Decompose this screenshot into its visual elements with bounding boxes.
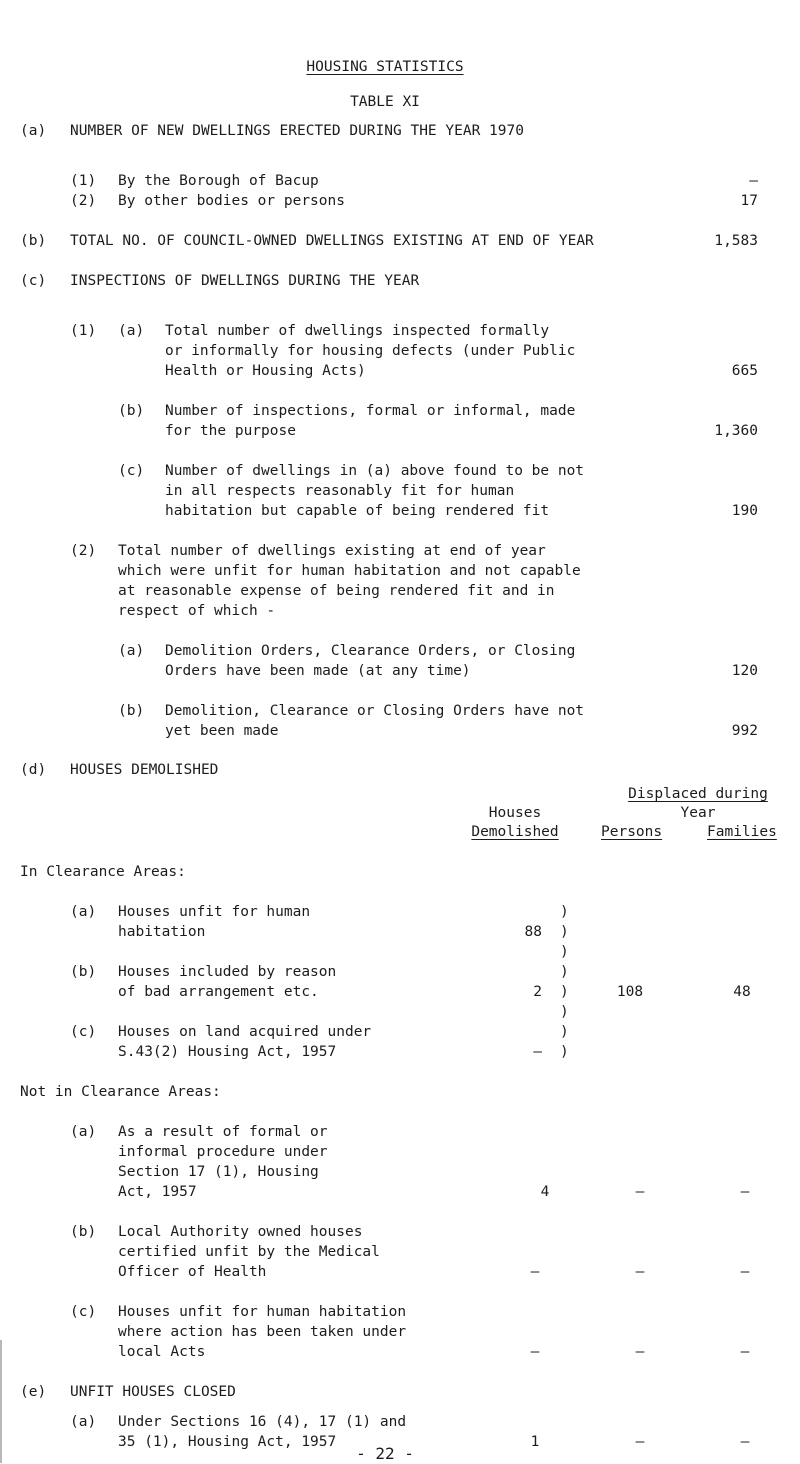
clear-c-line1: Houses on land acquired under — [118, 1024, 372, 1040]
c2-num: (2) — [70, 543, 97, 559]
c1a-letter: (a) — [118, 323, 145, 339]
c2a-line1: Demolition Orders, Clearance Orders, or Closing — [165, 643, 576, 659]
c1a-value: 665 — [731, 363, 758, 379]
clear-a-line1: Houses unfit for human — [118, 904, 311, 920]
c2b-letter: (b) — [118, 703, 145, 719]
col-displaced-heading: Displaced during — [628, 786, 768, 802]
page-number: - 22 - — [356, 1444, 414, 1463]
notclear-c-houses: – — [530, 1344, 540, 1360]
notclear-b-houses: – — [530, 1264, 540, 1280]
clear-c-houses: – — [533, 1044, 542, 1060]
a-row2-value: 17 — [740, 193, 758, 209]
grouping-bracket: ) — [560, 924, 569, 940]
notclear-b-line2: certified unfit by the Medical — [118, 1244, 380, 1260]
c2-line1: Total number of dwellings existing at end of year — [118, 543, 546, 559]
notclear-a-families: – — [740, 1184, 750, 1200]
notclear-b-letter: (b) — [70, 1224, 97, 1240]
a-row1-text: By the Borough of Bacup — [118, 173, 319, 189]
grouping-bracket: ) — [560, 964, 569, 980]
notclear-b-line3: Officer of Health — [118, 1264, 267, 1280]
c2b-line1: Demolition, Clearance or Closing Orders have not — [165, 703, 585, 719]
grouping-bracket: ) — [560, 984, 569, 1000]
c1-num: (1) — [70, 323, 97, 339]
notclear-a-houses: 4 — [540, 1184, 550, 1200]
c1b-line2: for the purpose — [165, 423, 296, 439]
notclear-a-line1: As a result of formal or — [118, 1124, 328, 1140]
e-a-families: – — [740, 1434, 750, 1450]
col-houses-line2: Demolished — [471, 824, 559, 840]
c1a-line3: Health or Housing Acts) — [165, 363, 366, 379]
col-families: Families — [707, 824, 777, 840]
c1a-line1: Total number of dwellings inspected formally — [165, 323, 550, 339]
notclear-a-line3: Section 17 (1), Housing — [118, 1164, 319, 1180]
clear-b-houses: 2 — [533, 984, 542, 1000]
grouping-bracket: ) — [560, 904, 569, 920]
col-houses-line1: Houses — [488, 805, 542, 821]
notclear-c-persons: – — [635, 1344, 645, 1360]
c1c-line3: habitation but capable of being rendered fit — [165, 503, 550, 519]
section-a-letter: (a) — [20, 123, 47, 139]
not-clearance-heading: Not in Clearance Areas: — [20, 1084, 221, 1100]
e-a-houses: 1 — [530, 1434, 540, 1450]
c2a-value: 120 — [731, 663, 758, 679]
section-d-letter: (d) — [20, 762, 47, 778]
clearance-heading: In Clearance Areas: — [20, 864, 186, 880]
notclear-a-letter: (a) — [70, 1124, 97, 1140]
c1b-line1: Number of inspections, formal or informal, made — [165, 403, 576, 419]
page-title: HOUSING STATISTICS — [306, 59, 464, 75]
c2a-letter: (a) — [118, 643, 145, 659]
notclear-c-line1: Houses unfit for human habitation — [118, 1304, 407, 1320]
grouping-bracket: ) — [560, 1024, 569, 1040]
c2-line2: which were unfit for human habitation and not capable — [118, 563, 581, 579]
section-e-heading: UNFIT HOUSES CLOSED — [70, 1384, 236, 1400]
c1b-value: 1,360 — [714, 423, 758, 439]
clear-a-letter: (a) — [70, 904, 97, 920]
c1a-line2: or informally for housing defects (under Public — [165, 343, 576, 359]
notclear-c-line3: local Acts — [118, 1344, 206, 1360]
c2-line3: at reasonable expense of being rendered fit and in — [118, 583, 555, 599]
section-c-heading: INSPECTIONS OF DWELLINGS DURING THE YEAR — [70, 273, 420, 289]
notclear-b-line1: Local Authority owned houses — [118, 1224, 363, 1240]
clear-c-line2: S.43(2) Housing Act, 1957 — [118, 1044, 337, 1060]
notclear-a-line4: Act, 1957 — [118, 1184, 197, 1200]
notclear-a-persons: – — [635, 1184, 645, 1200]
a-row1-value: – — [749, 173, 758, 189]
section-b-letter: (b) — [20, 233, 47, 249]
clear-b-line1: Houses included by reason — [118, 964, 337, 980]
grouping-bracket: ) — [560, 944, 569, 960]
clearance-persons: 108 — [616, 984, 644, 1000]
notclear-a-line2: informal procedure under — [118, 1144, 328, 1160]
section-a-heading: NUMBER OF NEW DWELLINGS ERECTED DURING THE YEAR 1970 — [70, 123, 524, 139]
c1c-value: 190 — [731, 503, 758, 519]
a-row2-text: By other bodies or persons — [118, 193, 345, 209]
clear-a-line2: habitation — [118, 924, 206, 940]
notclear-b-families: – — [740, 1264, 750, 1280]
e-a-persons: – — [635, 1434, 645, 1450]
section-b-heading: TOTAL NO. OF COUNCIL-OWNED DWELLINGS EXISTING AT END OF YEAR — [70, 233, 594, 249]
c1c-line2: in all respects reasonably fit for human — [165, 483, 515, 499]
clearance-families: 48 — [733, 984, 751, 1000]
grouping-bracket: ) — [560, 1044, 569, 1060]
clear-a-houses: 88 — [524, 924, 542, 940]
e-a-letter: (a) — [70, 1414, 97, 1430]
clear-b-line2: of bad arrangement etc. — [118, 984, 319, 1000]
notclear-b-persons: – — [635, 1264, 645, 1280]
e-a-line1: Under Sections 16 (4), 17 (1) and — [118, 1414, 407, 1430]
clear-b-letter: (b) — [70, 964, 97, 980]
col-year: Year — [680, 805, 716, 821]
section-d-heading: HOUSES DEMOLISHED — [70, 762, 219, 778]
notclear-c-families: – — [740, 1344, 750, 1360]
c1c-line1: Number of dwellings in (a) above found to be not — [165, 463, 585, 479]
c2a-line2: Orders have been made (at any time) — [165, 663, 471, 679]
c2-line4: respect of which - — [118, 603, 276, 619]
col-persons: Persons — [601, 824, 663, 840]
a-row2-num: (2) — [70, 193, 97, 209]
table-label: TABLE XI — [350, 94, 420, 110]
clear-c-letter: (c) — [70, 1024, 97, 1040]
e-a-line2: 35 (1), Housing Act, 1957 — [118, 1434, 337, 1450]
c1b-letter: (b) — [118, 403, 145, 419]
section-b-value: 1,583 — [714, 233, 758, 249]
c2b-value: 992 — [731, 723, 758, 739]
c1c-letter: (c) — [118, 463, 145, 479]
notclear-c-letter: (c) — [70, 1304, 97, 1320]
a-row1-num: (1) — [70, 173, 97, 189]
section-c-letter: (c) — [20, 273, 47, 289]
notclear-c-line2: where action has been taken under — [118, 1324, 407, 1340]
section-e-letter: (e) — [20, 1384, 47, 1400]
c2b-line2: yet been made — [165, 723, 279, 739]
grouping-bracket: ) — [560, 1004, 569, 1020]
